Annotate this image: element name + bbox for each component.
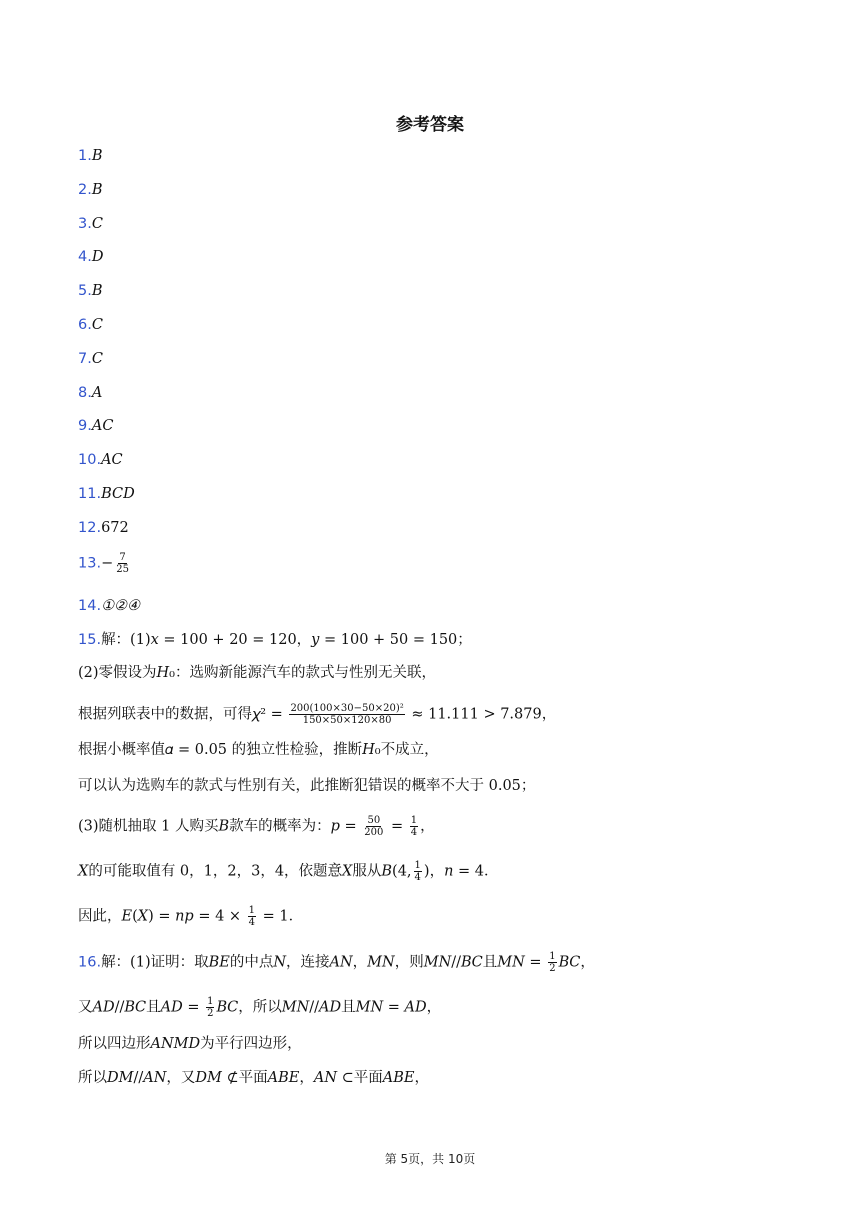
- fraction: [410, 815, 418, 838]
- fraction: [414, 860, 422, 883]
- answer-line: [78, 383, 102, 403]
- answer-value: C: [91, 216, 103, 232]
- answer-value: AC: [101, 452, 123, 468]
- answer-number: 15.: [78, 632, 102, 648]
- answer-number: 1.: [78, 148, 92, 164]
- answer-number: 12.: [78, 520, 102, 536]
- solution-text: 因此，𝐸(𝑋) = 𝑛𝑝 = 4 ×: [78, 908, 246, 925]
- answer-number: 10.: [78, 452, 102, 468]
- answer-value: ①②④: [101, 598, 141, 614]
- fraction-denominator: 4: [410, 827, 418, 838]
- answer-value: 672: [101, 520, 129, 536]
- solution-text: ≈ 11.111 > 7.879，: [406, 706, 557, 723]
- answer-line: [78, 180, 103, 200]
- answer-sign: −: [101, 555, 114, 572]
- answer-number: 16.: [78, 954, 102, 971]
- answer-number: 8.: [78, 385, 92, 401]
- answer-value: B: [91, 148, 103, 164]
- answer-line-13: [78, 552, 132, 575]
- answer-line: [78, 484, 135, 504]
- q15-line-8: [78, 905, 303, 928]
- answer-line: [78, 247, 103, 267]
- fraction-numerator: 1: [410, 815, 418, 826]
- q16-line-4: 所以𝐷𝑀//𝐴𝑁，又𝐷𝑀 ⊄平面𝐴𝐵𝐸，𝐴𝑁 ⊂平面𝐴𝐵𝐸，: [78, 1070, 429, 1086]
- fraction-numerator: 1: [248, 905, 256, 916]
- answer-number: 6.: [78, 317, 92, 333]
- fraction-denominator: 4: [248, 917, 256, 928]
- answer-line: [78, 281, 103, 301]
- answer-number: 4.: [78, 249, 92, 265]
- solution-text: 又𝐴𝐷//𝐵𝐶且𝐴𝐷 =: [78, 999, 205, 1016]
- solution-text: =: [386, 818, 408, 835]
- answer-value: A: [91, 385, 103, 401]
- answer-line: [78, 146, 103, 166]
- answer-line: [78, 349, 103, 369]
- answer-number: 11.: [78, 486, 102, 502]
- answer-number: 9.: [78, 418, 92, 434]
- answer-value: BCD: [101, 486, 135, 502]
- answer-line: [78, 450, 123, 470]
- page-footer: 第 5页，共 10页: [384, 1152, 476, 1166]
- fraction-numerator: 1: [414, 860, 421, 871]
- fraction-denominator: 150×50×120×80: [302, 715, 392, 726]
- q15-line-5: 可以认为选购车的款式与性别有关，此推断犯错误的概率不大于 0.05；: [78, 778, 536, 794]
- fraction-denominator: 4: [414, 872, 421, 883]
- fraction-numerator: 1: [207, 996, 214, 1007]
- answer-line: [78, 315, 103, 335]
- solution-text: 𝐵𝐶，: [558, 954, 595, 971]
- fraction-denominator: 2: [207, 1008, 214, 1019]
- fraction-numerator: 200(100×30−50×20)²: [290, 703, 404, 714]
- answer-number: 3.: [78, 216, 92, 232]
- page-title: 参考答案: [396, 115, 464, 135]
- answer-fraction: [115, 552, 130, 575]
- answer-value: B: [91, 283, 103, 299]
- q16-line-2: [78, 996, 441, 1019]
- fraction-denominator: 200: [364, 827, 384, 838]
- answer-value: C: [91, 351, 103, 367]
- solution-text: )，𝑛 = 4．: [423, 863, 499, 880]
- chi-square-fraction: [289, 703, 404, 726]
- answer-line: [78, 518, 129, 538]
- q16-line-1: [78, 951, 595, 974]
- fraction-denominator: 25: [116, 564, 129, 575]
- fraction: [548, 951, 556, 974]
- answer-line: [78, 416, 113, 436]
- answer-value: C: [91, 317, 103, 333]
- solution-text: ，: [420, 818, 435, 835]
- answer-number: 14.: [78, 598, 102, 614]
- fraction-numerator: 7: [119, 552, 126, 563]
- q15-line-3: [78, 703, 556, 726]
- solution-text: (3)随机抽取 1 人购买𝐵款车的概率为：𝑝 =: [78, 818, 362, 835]
- answer-number: 2.: [78, 182, 92, 198]
- solution-text: 𝐵𝐶，所以𝑀𝑁//𝐴𝐷且𝑀𝑁 = 𝐴𝐷，: [216, 999, 442, 1016]
- answer-number: 7.: [78, 351, 92, 367]
- answer-value: B: [91, 182, 103, 198]
- answer-line-14: [78, 596, 140, 616]
- q15-line-7: [78, 860, 499, 883]
- answer-number: 13.: [78, 555, 102, 572]
- solution-text: 𝑋的可能取值有 0，1，2，3，4，依题意𝑋服从𝐵(4,: [78, 863, 412, 880]
- answer-number: 5.: [78, 283, 92, 299]
- answer-value: D: [91, 249, 104, 265]
- fraction-numerator: 1: [549, 951, 556, 962]
- solution-text: 解：(1)𝑥 = 100 + 20 = 120，𝑦 = 100 + 50 = 150；: [101, 632, 472, 648]
- solution-text: 解：(1)证明：取𝐵𝐸的中点𝑁，连接𝐴𝑁，𝑀𝑁，则𝑀𝑁//𝐵𝐶且𝑀𝑁 =: [101, 954, 547, 971]
- fraction: [206, 996, 214, 1019]
- q15-line-2: (2)零假设为𝐻₀：选购新能源汽车的款式与性别无关联，: [78, 665, 436, 681]
- answer-value: AC: [91, 418, 114, 434]
- fraction: [363, 815, 384, 838]
- answer-line: [78, 214, 103, 234]
- fraction-numerator: 50: [367, 815, 381, 826]
- fraction: [248, 905, 256, 928]
- q15-line-4: 根据小概率值𝛼 = 0.05 的独立性检验，推断𝐻₀不成立，: [78, 742, 439, 758]
- q16-line-3: 所以四边形𝐴𝑁𝑀𝐷为平行四边形，: [78, 1036, 302, 1052]
- solution-text: 根据列联表中的数据，可得𝜒² =: [78, 706, 288, 723]
- q15-line-6: [78, 815, 435, 838]
- q15-line-1: [78, 630, 472, 650]
- fraction-denominator: 2: [549, 963, 556, 974]
- solution-text: = 1．: [258, 908, 304, 925]
